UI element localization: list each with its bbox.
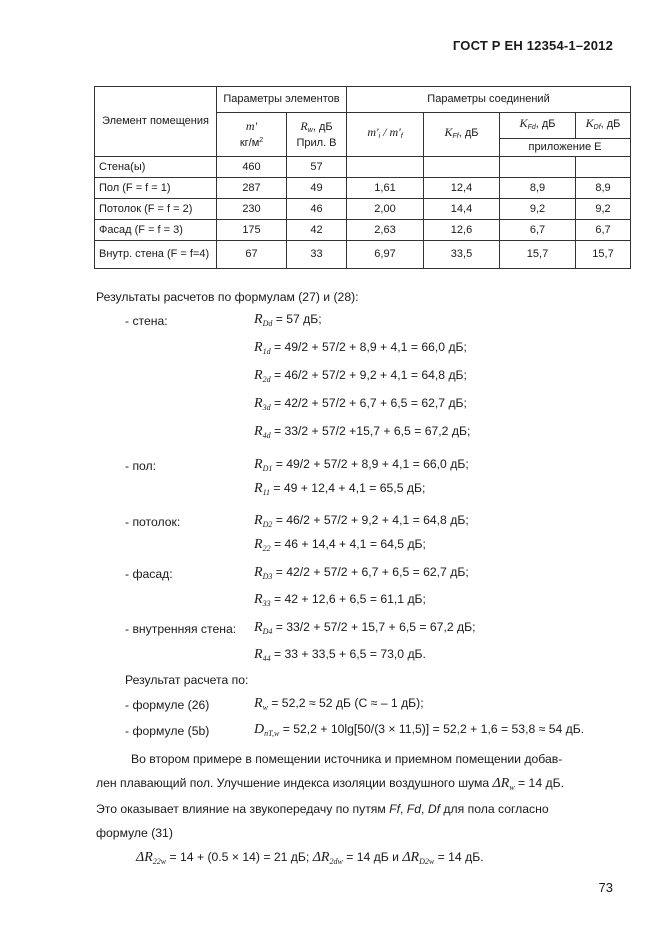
wall-eq: $R_{Dd} = 57$ дБ; [254, 312, 322, 328]
facade-eq-1: $R_{D3} = 42/2 + 57/2 + 6,7 + 6,5 = 62,7$ дБ; [254, 565, 469, 581]
header-mass: m' $кг/м^2$ [217, 113, 287, 157]
header-kdf: $K_{Df}$, дБ [576, 113, 631, 139]
floor-label: - пол: [125, 459, 157, 473]
floor-eq-2: $R_{11} = 49 + 12,4 + 4,1 = 65,5$ дБ; [254, 481, 426, 497]
table-row: Внутр. стена (F = f=4) 67 33 6,97 33,5 15,7 15,7 [95, 241, 631, 269]
formula-26-eq: $R_w = 52,2 \approx 52$ дБ (С ≈ – 1 дБ); [254, 696, 424, 712]
header-mass-ratio: $m'_i / m'_f$ [347, 113, 424, 157]
wall-label: - стена: [125, 314, 168, 328]
wall-eq-2: $R_{2d} = 46/2 + 57/2 + 9,2 + 4,1 = 64,8$ дБ; [254, 368, 467, 384]
paragraph-line-1: Во втором примере в помещении источника и приемном помещении добав- [131, 752, 563, 766]
header-params-connections: Параметры соединений [347, 87, 631, 113]
paragraph-line-2: лен плавающий пол. Улучшение индекса изоляции воздушного шума $\Delta R_w = 14$ дБ. [96, 776, 564, 792]
paragraph-line-3: Это оказывает влияние на звукопередачу по путям Ff, Fd, Df для пола согласно [96, 802, 549, 816]
formula-5b-eq: $D_{nT,w} = 52,2 + 10\lg[50/(3 \times 11,5)] = 52,2 + 1,6 = 53,8 \approx 54$ дБ. [254, 722, 585, 738]
facade-eq-2: $R_{33} = 42 + 12,6 + 6,5 = 61,1$ дБ; [254, 592, 426, 608]
interior-eq-2: $R_{44} = 33 + 33,5 + 6,5 = 73,0$ дБ. [254, 647, 426, 663]
header-kff: $K_{Ff}$, дБ [424, 113, 500, 157]
parameters-table [94, 86, 631, 269]
ceiling-eq-2: $R_{22} = 46 + 14,4 + 4,1 = 64,5$ дБ; [254, 537, 426, 553]
header-appendix: приложение Е [500, 139, 631, 157]
table-row: Пол (F = f = 1) 287 49 1,61 12,4 8,9 8,9 [95, 178, 631, 199]
ceiling-eq-1: $R_{D2} = 46/2 + 57/2 + 9,2 + 4,1 = 64,8$ дБ; [254, 513, 469, 529]
table-row: Фасад (F = f = 3) 175 42 2,63 12,6 6,7 6,7 [95, 220, 631, 241]
table-row: Потолок (F = f = 2) 230 46 2,00 14,4 9,2 9,2 [95, 199, 631, 220]
wall-eq-3: $R_{3d} = 42/2 + 57/2 + 6,7 + 6,5 = 62,7$ дБ; [254, 396, 467, 412]
header-element: Элемент помещения [95, 87, 217, 157]
interior-wall-label: - внутренняя стена: [125, 622, 237, 636]
page-number: 73 [598, 880, 613, 895]
wall-eq-4: $R_{4d} = 33/2 + 57/2 +15,7 + 6,5 = 67,2$ дБ; [254, 424, 471, 440]
results-intro: Результаты расчетов по формулам (27) и (28): [96, 290, 359, 304]
ceiling-label: - потолок: [125, 515, 181, 529]
formula-5b-label: - формуле (5b) [125, 724, 210, 738]
header-rw: $R_w$, дБ Прил. В [287, 113, 347, 157]
header-params-elements: Параметры элементов [217, 87, 347, 113]
header-kfd: $K_{Fd}$, дБ [500, 113, 576, 139]
document-code: ГОСТ Р ЕН 12354-1–2012 [452, 38, 613, 53]
formula-26-label: - формуле (26) [125, 698, 210, 712]
delta-formulas: $\Delta R_{22w} = 14 + (0.5 \times 14) = 21$ дБ; $\Delta R_{2dw} = 14$ дБ и $\Delta R_{D2w} = 14$ дБ. [136, 850, 484, 866]
result-intro: Результат расчета по: [125, 673, 249, 687]
table-row: Стена(ы) 460 57 [95, 157, 631, 178]
interior-eq-1: $R_{D4} = 33/2 + 57/2 + 15,7 + 6,5 = 67,2$ дБ; [254, 620, 476, 636]
paragraph-line-4: формуле (31) [96, 826, 173, 840]
floor-eq-1: $R_{D1} = 49/2 + 57/2 + 8,9 + 4,1 = 66,0$ дБ; [254, 457, 469, 473]
wall-eq-1: $R_{1d} = 49/2 + 57/2 + 8,9 + 4,1 = 66,0$ дБ; [254, 340, 467, 356]
facade-label: - фасад: [125, 567, 173, 581]
